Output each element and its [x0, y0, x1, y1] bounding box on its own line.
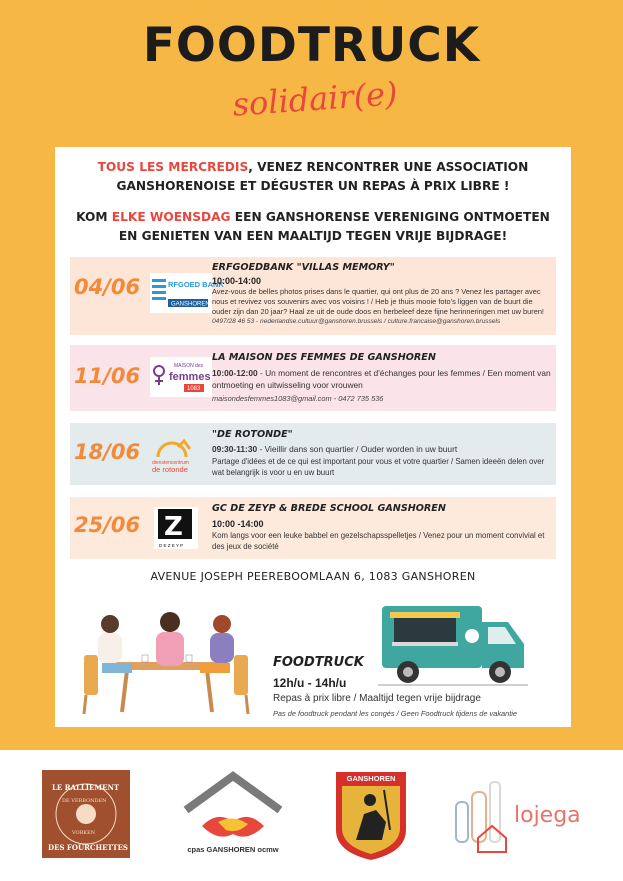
- svg-text:Z: Z: [164, 512, 183, 542]
- maison-femmes-logo: [150, 357, 212, 397]
- event-description: - Un moment de rencontres et d'échanges pour les femmes / Een moment van ontmoeting en uitwisseling voor vrouwen: [212, 368, 551, 390]
- event-erfgoedbank: [70, 257, 556, 335]
- event-maison-des-femmes: [70, 345, 556, 411]
- event-description: Kom langs voor een leuke babbel en gezelschapsspelletjes / Venez pour un moment convivial et des jeux de société: [212, 531, 545, 551]
- lojega-logo: [452, 778, 592, 858]
- event-date: 18/06: [74, 440, 141, 464]
- event-address: AVENUE JOSEPH PEEREBOOMLAAN 6, 1083 GANSHOREN: [150, 570, 476, 583]
- event-name: "DE ROTONDE": [212, 429, 293, 440]
- event-time: 10:00-14:00: [212, 276, 262, 286]
- intro-nl-line2: EN GENIETEN VAN EEN MAALTIJD TEGEN VRIJE BIJDRAGE!: [118, 229, 508, 243]
- event-description: Partage d'idées et de ce qui est important pour vous et votre quartier / Samen ideeën delen over wat belangrijk is voor u en uw buurt: [212, 457, 545, 477]
- event-content: [212, 352, 552, 403]
- svg-text:de rotonde: de rotonde: [152, 465, 188, 474]
- event-de-rotonde: [70, 423, 556, 485]
- event-gc-de-zeyp: [70, 497, 556, 559]
- event-name: GC DE ZEYP & BREDE SCHOOL GANSHOREN: [212, 503, 446, 514]
- de-rotonde-logo: [150, 433, 212, 473]
- foodtruck-title: FOODTRUCK: [273, 655, 364, 670]
- foodtruck-illustration: [378, 592, 528, 692]
- event-content: [212, 262, 552, 325]
- svg-text:GANSHOREN: GANSHOREN: [346, 774, 396, 783]
- event-time-description: [212, 367, 552, 391]
- svg-text:MAISON des: MAISON des: [174, 363, 204, 369]
- event-time: 10:00 -14:00: [212, 519, 264, 529]
- svg-text:DES FOURCHETTES: DES FOURCHETTES: [48, 843, 128, 852]
- intro-nl-prefix: KOM: [76, 210, 112, 224]
- intro-fr-highlight: TOUS LES MERCREDIS: [97, 160, 249, 174]
- foodtruck-holiday-note: Pas de foodtruck pendant les congés / Geen Foodtruck tijdens de vakantie: [273, 709, 518, 718]
- svg-text:D E Z E Y P: D E Z E Y P: [159, 543, 184, 548]
- event-time: 09:30-11:30: [212, 444, 258, 454]
- svg-text:1083: 1083: [187, 386, 201, 392]
- event-description: Avez-vous de belles photos prises dans le quartier, qui ont plus de 20 ans ? Venez les partager avec nous et revivez vos souvenirs avec vos voisins ! / Heb je thuis mooie foto's liggen van de buurt die ouder zijn dan 20 jaar? Haal ze uit de oude doos en herbeleef deze fijne herinneringen met uw buren!: [212, 287, 544, 316]
- ganshoren-coat-of-arms: [334, 770, 408, 862]
- intro-fr-rest: , VENEZ RENCONTRER UNE ASSOCIATION: [248, 160, 529, 174]
- people-illustration: [82, 600, 252, 715]
- event-contact: 0497/28 46 53 - nederlandse.cultuur@ganshoren.brussels / culture.francaise@ganshoren.brussels: [212, 318, 501, 325]
- svg-text:LE RALLIEMENT: LE RALLIEMENT: [52, 783, 120, 792]
- event-date: 04/06: [74, 275, 141, 299]
- partner-logos: [0, 750, 623, 881]
- svg-text:lojega: lojega: [514, 803, 581, 828]
- event-date: 25/06: [74, 513, 141, 537]
- svg-text:DE VERBONDEN: DE VERBONDEN: [62, 798, 107, 804]
- foodtruck-price: Repas à prix libre / Maaltijd tegen vrije bijdrage: [273, 693, 481, 704]
- intro-french: [55, 158, 571, 196]
- intro-nl-highlight: ELKE WOENSDAG: [111, 210, 231, 224]
- svg-text:cpas GANSHOREN ocmw: cpas GANSHOREN ocmw: [187, 845, 279, 854]
- event-date: 11/06: [74, 364, 141, 388]
- event-content: [212, 429, 552, 478]
- svg-text:dienstencentrum: dienstencentrum: [152, 460, 189, 466]
- event-content: [212, 503, 552, 552]
- event-time: 10:00-12:00: [212, 368, 258, 378]
- svg-text:femmes: femmes: [169, 371, 211, 383]
- event-contact: maisondesfemmes1083@gmail.com - 0472 735 536: [212, 394, 384, 403]
- svg-text:VORKEN: VORKEN: [72, 830, 96, 836]
- poster-title: FOODTRUCK: [142, 18, 481, 73]
- event-name: LA MAISON DES FEMMES DE GANSHOREN: [212, 352, 436, 363]
- ralliement-des-fourchettes-logo: [42, 770, 130, 858]
- event-name: ERFGOEDBANK "VILLAS MEMORY": [212, 262, 395, 273]
- event-inline-description: - Vieillir dans son quartier / Ouder worden in uw buurt: [257, 444, 458, 454]
- intro-fr-line2: GANSHORENOISE ET DÉGUSTER UN REPAS À PRIX LIBRE !: [116, 179, 510, 193]
- svg-text:RFGOED BANK: RFGOED BANK: [168, 280, 224, 289]
- erfgoedbank-logo: [150, 273, 224, 313]
- intro-nl-rest: EEN GANSHORENSE VERENIGING ONTMOETEN: [230, 210, 550, 224]
- info-card: [55, 147, 571, 727]
- svg-text:GANSHOREN: GANSHOREN: [171, 301, 210, 308]
- intro-dutch: [55, 208, 571, 246]
- foodtruck-hours: 12h/u - 14h/u: [273, 676, 347, 690]
- cpas-ganshoren-logo: [178, 770, 288, 858]
- event-time-line: [212, 443, 552, 455]
- de-zeyp-logo: [154, 507, 198, 549]
- poster-subtitle: solidair(e): [231, 74, 399, 124]
